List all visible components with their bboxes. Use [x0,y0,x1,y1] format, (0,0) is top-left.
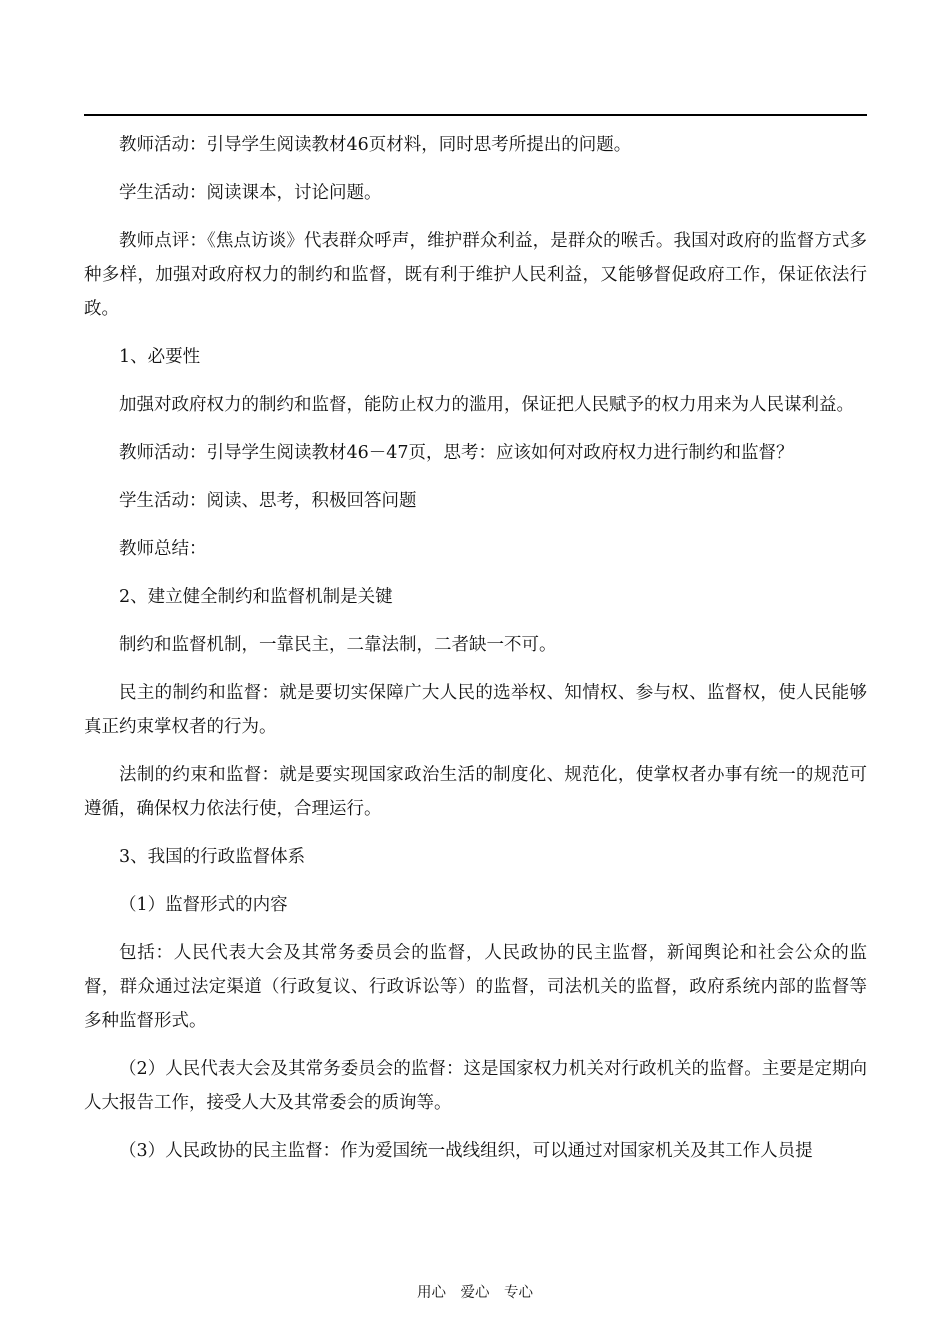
subheading-supervision-forms: （1）监督形式的内容 [119,895,288,915]
document-body [84,128,867,1182]
heading-necessity: 1、必要性 [119,347,201,367]
paragraph-teacher-activity-2: 教师活动：引导学生阅读教材46－47页，思考：应该如何对政府权力进行制约和监督？ [119,443,794,463]
paragraph-legal-supervision: 法制的约束和监督：就是要实现国家政治生活的制度化、规范化，使掌权者办事有统一的规范可遵循，确保权力依法行使，合理运行。 [84,765,867,819]
paragraph-npc-supervision: （2）人民代表大会及其常务委员会的监督：这是国家权力机关对行政机关的监督。主要是定期向人大报告工作，接受人大及其常委会的质询等。 [84,1059,867,1113]
paragraph-student-activity-2: 学生活动：阅读、思考，积极回答问题 [119,491,417,511]
heading-supervision-system: 3、我国的行政监督体系 [119,847,306,867]
paragraph-cppcc-supervision: （3）人民政协的民主监督：作为爱国统一战线组织，可以通过对国家机关及其工作人员提 [119,1141,813,1161]
paragraph-teacher-summary: 教师总结： [119,539,207,559]
paragraph-mechanism: 制约和监督机制，一靠民主，二靠法制，二者缺一不可。 [119,635,557,655]
paragraph-democratic-supervision: 民主的制约和监督：就是要切实保障广大人民的选举权、知情权、参与权、监督权，使人民能够真正约束掌权者的行为。 [84,683,867,737]
paragraph-necessity: 加强对政府权力的制约和监督，能防止权力的滥用，保证把人民赋予的权力用来为人民谋利益。 [119,395,854,415]
heading-mechanism: 2、建立健全制约和监督机制是关键 [119,587,393,607]
page-footer: 用心 爱心 专心 [417,1285,533,1301]
header-rule [84,114,867,116]
paragraph-teacher-activity-1: 教师活动：引导学生阅读教材46页材料，同时思考所提出的问题。 [119,135,632,155]
paragraph-supervision-forms: 包括：人民代表大会及其常务委员会的监督，人民政协的民主监督，新闻舆论和社会公众的监督，群众通过法定渠道（行政复议、行政诉讼等）的监督，司法机关的监督，政府系统内部的监督等多种监督形式。 [84,943,867,1031]
paragraph-teacher-comment: 教师点评：《焦点访谈》代表群众呼声，维护群众利益，是群众的喉舌。我国对政府的监督方式多种多样，加强对政府权力的制约和监督，既有利于维护人民利益，又能够督促政府工作，保证依法行政。 [84,231,867,319]
paragraph-student-activity-1: 学生活动：阅读课本，讨论问题。 [119,183,382,203]
